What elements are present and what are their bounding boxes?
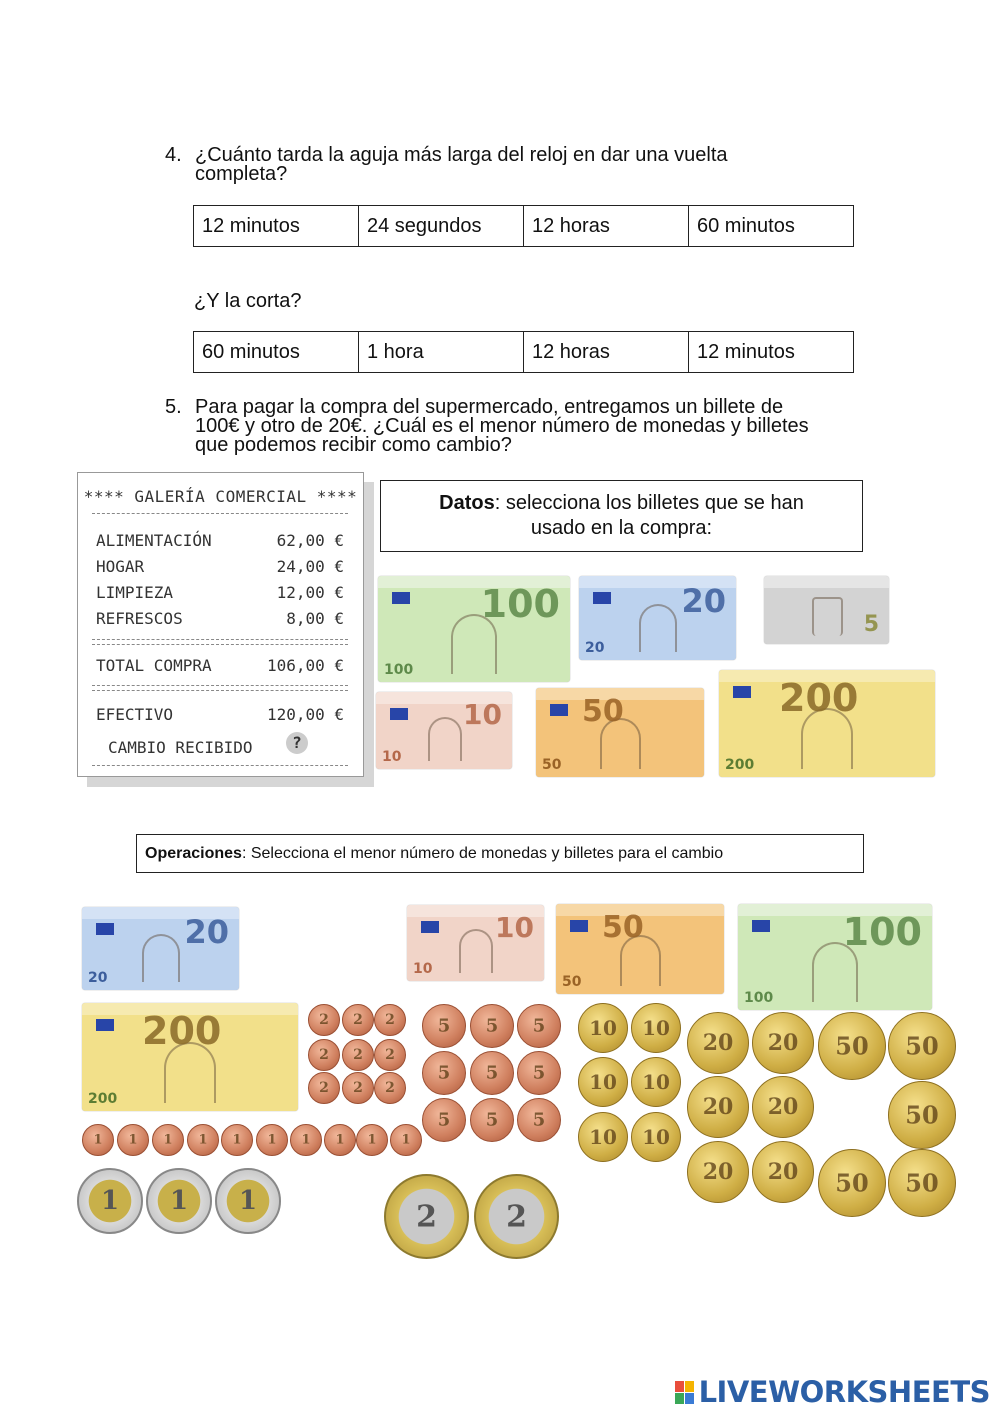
coin-1-euro[interactable] <box>77 1168 143 1234</box>
row-amount: 8,00 € <box>286 609 344 628</box>
answer-options-short-hand <box>193 331 854 373</box>
coin-10-cent[interactable] <box>578 1003 628 1053</box>
note-value: 200 <box>779 676 859 720</box>
divider <box>92 513 348 514</box>
row-label: LIMPIEZA <box>96 583 174 602</box>
row-amount: 12,00 € <box>276 583 344 602</box>
coin-50-cent[interactable] <box>888 1012 956 1080</box>
coin-value: 20 <box>702 1159 734 1185</box>
coin-value: 5 <box>485 1062 499 1084</box>
banknote-200[interactable] <box>82 1003 298 1111</box>
banknote-20[interactable] <box>82 907 239 990</box>
coin-2-cent[interactable] <box>342 1039 374 1071</box>
banknote-10[interactable] <box>376 692 512 769</box>
eu-flag-icon <box>550 704 568 716</box>
coin-value: 1 <box>238 1186 258 1216</box>
note-value: 200 <box>142 1009 222 1053</box>
coin-value: 2 <box>416 1199 437 1234</box>
coin-value: 50 <box>905 1031 939 1061</box>
question-text-line1: Para pagar la compra del supermercado, entregamos un billete de <box>195 396 784 418</box>
map-icon <box>812 597 844 636</box>
question-4 <box>165 146 885 186</box>
note-value: 100 <box>842 910 922 954</box>
coin-1-cent[interactable] <box>324 1124 356 1156</box>
coin-value: 10 <box>589 1125 617 1149</box>
note-small-value: 50 <box>562 974 582 990</box>
coin-value: 1 <box>100 1186 120 1216</box>
note-small-value: 10 <box>382 749 402 765</box>
coin-10-cent[interactable] <box>578 1057 628 1107</box>
coin-value: 2 <box>385 1047 395 1063</box>
arch-icon <box>459 929 493 973</box>
coin-2-cent[interactable] <box>374 1039 406 1071</box>
eu-flag-icon <box>593 592 611 604</box>
coin-5-cent[interactable] <box>517 1051 561 1095</box>
coin-1-cent[interactable] <box>356 1124 388 1156</box>
coin-20-cent[interactable] <box>752 1076 814 1138</box>
note-value: 50 <box>602 910 644 945</box>
logo-text: LIVEWORKSHEETS <box>698 1375 990 1409</box>
note-value: 50 <box>582 694 624 729</box>
coin-1-cent[interactable] <box>256 1124 288 1156</box>
coin-2-cent[interactable] <box>308 1072 340 1104</box>
row-amount: 62,00 € <box>276 531 344 550</box>
banknote-200[interactable] <box>719 670 935 777</box>
row-amount: 24,00 € <box>276 557 344 576</box>
question-text-line3: que podemos recibir como cambio? <box>195 434 512 456</box>
coin-5-cent[interactable] <box>470 1004 514 1048</box>
datos-instruction <box>380 480 863 552</box>
option-cell[interactable]: 1 hora <box>359 332 524 373</box>
coin-value: 2 <box>353 1047 363 1063</box>
banknote-10[interactable] <box>407 905 544 981</box>
row-label: EFECTIVO <box>96 705 174 724</box>
coin-value: 10 <box>642 1125 670 1149</box>
coin-value: 1 <box>232 1132 242 1148</box>
question-text-line1: ¿Cuánto tarda la aguja más larga del reloj en dar una vuelta <box>195 144 728 166</box>
coin-value: 50 <box>835 1031 869 1061</box>
coin-value: 1 <box>267 1132 277 1148</box>
coin-2-euro[interactable] <box>384 1174 469 1259</box>
eu-flag-icon <box>733 686 751 698</box>
window-icon <box>142 934 181 982</box>
coin-1-cent[interactable] <box>82 1124 114 1156</box>
coin-value: 20 <box>767 1030 799 1056</box>
coin-value: 5 <box>485 1109 499 1131</box>
coin-value: 1 <box>198 1132 208 1148</box>
coin-value: 1 <box>163 1132 173 1148</box>
coin-1-cent[interactable] <box>290 1124 322 1156</box>
question-number: 4. <box>165 144 182 166</box>
datos-text-line2: usado en la compra: <box>530 517 713 539</box>
eu-flag-icon <box>392 592 410 604</box>
coin-20-cent[interactable] <box>687 1076 749 1138</box>
coin-2-cent[interactable] <box>342 1072 374 1104</box>
coin-1-cent[interactable] <box>187 1124 219 1156</box>
coin-value: 20 <box>767 1094 799 1120</box>
coin-50-cent[interactable] <box>818 1149 886 1217</box>
coin-value: 1 <box>367 1132 377 1148</box>
receipt <box>77 472 364 777</box>
row-amount: 106,00 € <box>266 656 344 675</box>
coin-2-cent[interactable] <box>374 1004 406 1036</box>
coin-1-euro[interactable] <box>146 1168 212 1234</box>
note-value: 20 <box>681 582 726 620</box>
answer-options-long-hand <box>193 205 854 247</box>
coin-value: 2 <box>319 1047 329 1063</box>
coin-1-cent[interactable] <box>390 1124 422 1156</box>
option-cell[interactable]: 12 horas <box>524 206 689 247</box>
note-small-value: 20 <box>585 640 605 656</box>
coin-value: 1 <box>128 1132 138 1148</box>
receipt-title: **** GALERÍA COMERCIAL **** <box>83 487 358 506</box>
coin-value: 20 <box>702 1030 734 1056</box>
eu-flag-icon <box>570 920 588 932</box>
coin-50-cent[interactable] <box>888 1149 956 1217</box>
coin-5-cent[interactable] <box>422 1098 466 1142</box>
sub-question: ¿Y la corta? <box>194 290 302 312</box>
coin-10-cent[interactable] <box>578 1112 628 1162</box>
coin-value: 5 <box>437 1062 451 1084</box>
coin-value: 2 <box>319 1012 329 1028</box>
coin-1-cent[interactable] <box>221 1124 253 1156</box>
note-small-value: 200 <box>88 1091 118 1107</box>
operaciones-text: : Selecciona el menor número de monedas y billetes para el cambio <box>241 845 724 862</box>
coin-value: 1 <box>401 1132 411 1148</box>
note-value: 20 <box>184 913 229 951</box>
row-label: TOTAL COMPRA <box>96 656 212 675</box>
coin-5-cent[interactable] <box>517 1004 561 1048</box>
banknote-20[interactable] <box>579 576 736 660</box>
coin-value: 2 <box>385 1080 395 1096</box>
eu-flag-icon <box>390 708 408 720</box>
coin-value: 10 <box>589 1070 617 1094</box>
row-label: REFRESCOS <box>96 609 183 628</box>
coin-value: 5 <box>532 1015 546 1037</box>
note-small-value: 100 <box>384 662 414 678</box>
coin-5-cent[interactable] <box>470 1098 514 1142</box>
question-text-line2: 100€ y otro de 20€. ¿Cuál es el menor número de monedas y billetes <box>195 415 809 437</box>
coin-value: 5 <box>485 1015 499 1037</box>
coin-value: 5 <box>532 1109 546 1131</box>
banknote-50[interactable] <box>556 904 724 994</box>
coin-value: 2 <box>353 1012 363 1028</box>
coin-5-cent[interactable] <box>422 1051 466 1095</box>
option-cell[interactable]: 12 minutos <box>689 332 854 373</box>
note-small-value: 50 <box>542 757 562 773</box>
coin-10-cent[interactable] <box>631 1057 681 1107</box>
coin-10-cent[interactable] <box>631 1003 681 1053</box>
coin-5-cent[interactable] <box>517 1098 561 1142</box>
question-5 <box>165 398 885 458</box>
coin-2-euro[interactable] <box>474 1174 559 1259</box>
note-small-value: 200 <box>725 757 755 773</box>
coin-value: 10 <box>642 1070 670 1094</box>
note-small-value: 10 <box>413 961 433 977</box>
coin-value: 1 <box>335 1132 345 1148</box>
coin-value: 50 <box>835 1168 869 1198</box>
coin-20-cent[interactable] <box>687 1012 749 1074</box>
coin-value: 10 <box>642 1016 670 1040</box>
row-amount: 120,00 € <box>266 705 344 724</box>
option-cell[interactable]: 60 minutos <box>689 206 854 247</box>
coin-value: 10 <box>589 1016 617 1040</box>
note-band <box>764 576 889 588</box>
divider <box>92 685 348 691</box>
coin-value: 1 <box>169 1186 189 1216</box>
option-cell[interactable]: 60 minutos <box>194 332 359 373</box>
coin-20-cent[interactable] <box>687 1141 749 1203</box>
option-cell[interactable]: 12 horas <box>524 332 689 373</box>
divider <box>92 765 348 766</box>
coin-2-cent[interactable] <box>342 1004 374 1036</box>
liveworksheets-logo <box>675 1375 990 1409</box>
row-label: CAMBIO RECIBIDO <box>108 738 253 757</box>
coin-value: 5 <box>437 1015 451 1037</box>
coin-value: 50 <box>905 1168 939 1198</box>
coin-2-cent[interactable] <box>308 1004 340 1036</box>
eu-flag-icon <box>96 1019 114 1031</box>
coin-value: 20 <box>702 1094 734 1120</box>
coin-2-cent[interactable] <box>308 1039 340 1071</box>
row-label: ALIMENTACIÓN <box>96 531 212 550</box>
note-value: 10 <box>495 911 534 944</box>
coin-1-euro[interactable] <box>215 1168 281 1234</box>
coin-10-cent[interactable] <box>631 1112 681 1162</box>
coin-value: 2 <box>506 1199 527 1234</box>
coin-value: 5 <box>437 1109 451 1131</box>
arch-icon <box>428 717 462 761</box>
note-value: 100 <box>480 582 560 626</box>
banknote-50[interactable] <box>536 688 704 777</box>
note-small-value: 100 <box>744 990 774 1006</box>
eu-flag-icon <box>96 923 114 935</box>
datos-text: : selecciona los billetes que se han <box>494 492 804 514</box>
coin-value: 5 <box>532 1062 546 1084</box>
logo-icon <box>675 1381 695 1405</box>
option-cell[interactable]: 24 segundos <box>359 206 524 247</box>
operaciones-instruction <box>136 834 864 873</box>
coin-value: 2 <box>353 1080 363 1096</box>
banknote-100[interactable] <box>378 576 570 682</box>
eu-flag-icon <box>752 920 770 932</box>
coin-value: 2 <box>385 1012 395 1028</box>
datos-label: Datos <box>439 492 495 514</box>
change-unknown: ? <box>286 732 308 754</box>
coin-value: 2 <box>319 1080 329 1096</box>
eu-flag-icon <box>421 921 439 933</box>
coin-20-cent[interactable] <box>752 1012 814 1074</box>
question-text-line2: completa? <box>195 163 288 185</box>
option-cell[interactable]: 12 minutos <box>194 206 359 247</box>
coin-5-cent[interactable] <box>422 1004 466 1048</box>
coin-value: 50 <box>905 1100 939 1130</box>
coin-50-cent[interactable] <box>888 1081 956 1149</box>
divider <box>92 639 348 645</box>
coin-2-cent[interactable] <box>374 1072 406 1104</box>
banknote-5[interactable] <box>764 576 889 644</box>
banknote-100[interactable] <box>738 904 932 1010</box>
coin-value: 20 <box>767 1159 799 1185</box>
coin-1-cent[interactable] <box>117 1124 149 1156</box>
operaciones-label: Operaciones <box>145 845 242 862</box>
question-number: 5. <box>165 396 182 418</box>
coin-value: 1 <box>301 1132 311 1148</box>
note-value: 5 <box>863 612 879 637</box>
window-icon <box>639 604 678 652</box>
coin-value: 1 <box>93 1132 103 1148</box>
coin-5-cent[interactable] <box>470 1051 514 1095</box>
note-small-value: 20 <box>88 970 108 986</box>
coin-1-cent[interactable] <box>152 1124 184 1156</box>
coin-50-cent[interactable] <box>818 1012 886 1080</box>
row-label: HOGAR <box>96 557 145 576</box>
coin-20-cent[interactable] <box>752 1141 814 1203</box>
note-value: 10 <box>463 698 502 731</box>
